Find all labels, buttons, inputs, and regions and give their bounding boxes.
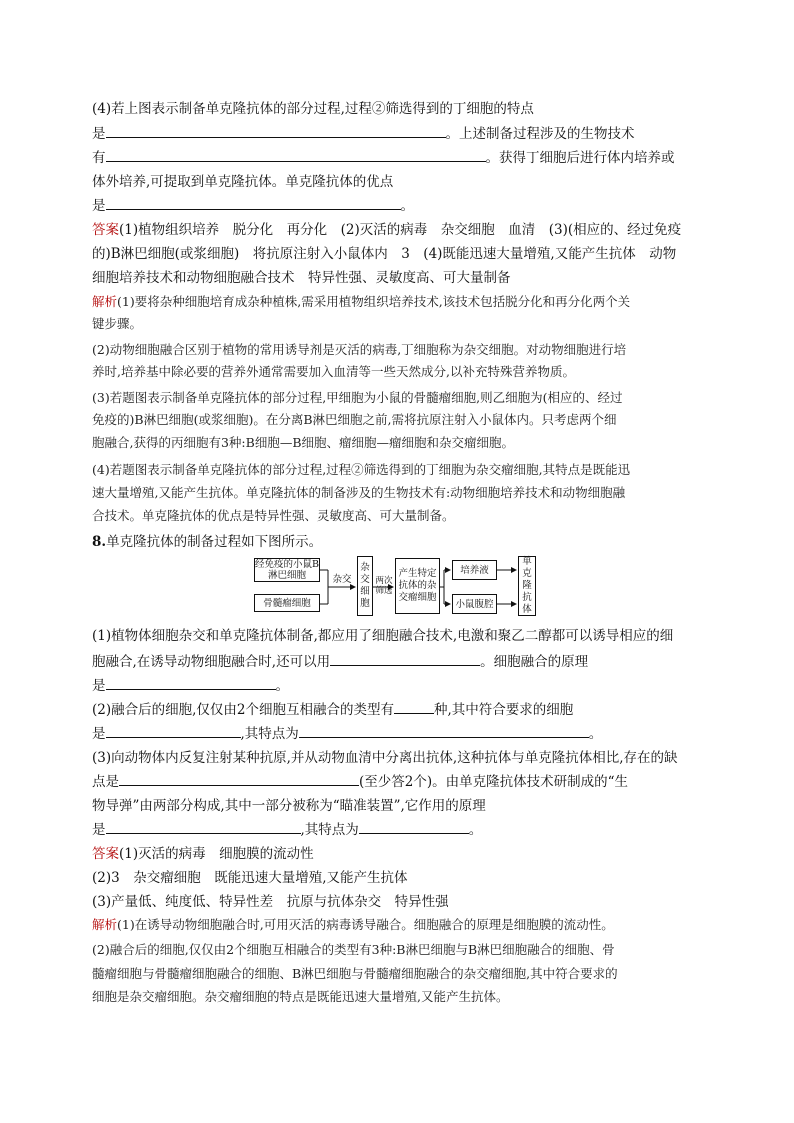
answer-blank[interactable] — [106, 123, 446, 138]
q8-part1-line1: (1)植物体细胞杂交和单克隆抗体制备,都应用了细胞融合技术,电激和聚乙二醇都可以诱导相应的细 — [92, 628, 674, 644]
fuse-label: 杂交 — [332, 574, 352, 585]
answer-8-line1: 答案(1)灭活的病毒 细胞膜的流动性 — [92, 846, 314, 862]
explanation-tag: 解析 — [92, 917, 118, 932]
q8-part3-line4: 是 ,其特点为 。 — [92, 819, 482, 841]
explanation-tag: 解析 — [92, 294, 118, 309]
q8-part1-line2: 胞融合,在诱导动物细胞融合时,还可以用 。细胞融合的原理 — [92, 651, 588, 673]
explanation-7-line6: 免疫的)B淋巴细胞(或浆细胞)。在分离B淋巴细胞之前,需将抗原注射入小鼠体内。只考虑两个细 — [92, 412, 617, 427]
answer-blank[interactable] — [299, 723, 589, 738]
answer-7-line3: 细胞培养技术和动物细胞融合技术 特异性强、灵敏度高、可大量制备 — [92, 270, 511, 286]
explanation-7-line3: (2)动物细胞融合区别于植物的常用诱导剂是灭活的病毒,丁细胞称为杂交细胞。对动物细胞进行培 — [92, 342, 627, 357]
q7-part4-line3: 有 。获得丁细胞后进行体内培养或 — [92, 147, 675, 169]
answer-8-line3: (3)产量低、纯度低、特异性差 抗原与抗体杂交 特异性强 — [92, 894, 449, 910]
explanation-7-line9: 速大量增殖,又能产生抗体。单克隆抗体的制备涉及的生物技术有:动物细胞培养技术和动物细胞融 — [92, 485, 626, 500]
q8-part2-line1: (2)融合后的细胞,仅仅由2个细胞互相融合的类型有 种,其中符合要求的细胞 — [92, 699, 573, 721]
q7-part4-line1: (4)若上图表示制备单克隆抗体的部分过程,过程②筛选得到的丁细胞的特点 — [92, 101, 534, 117]
q8-part1-line3: 是 。 — [92, 675, 289, 697]
hybrid-cell-box: 杂交细胞 — [357, 556, 373, 616]
answer-blank[interactable] — [106, 675, 276, 690]
answer-blank[interactable] — [106, 819, 301, 834]
explanation-7-line7: 胞融合,获得的丙细胞有3种:B细胞—B细胞、瘤细胞—瘤细胞和杂交瘤细胞。 — [92, 435, 515, 450]
explanation-8-line3: 髓瘤细胞与骨髓瘤细胞融合的细胞、B淋巴细胞与骨髓瘤细胞融合的杂交瘤细胞,其中符合要求的 — [92, 966, 618, 981]
q8-title: 8.单克隆抗体的制备过程如下图所示。 — [92, 534, 323, 550]
q8-part2-line2: 是 ,其特点为 。 — [92, 723, 602, 745]
explanation-8-line4: 细胞是杂交瘤细胞。杂交瘤细胞的特点是既能迅速大量增殖,又能产生抗体。 — [92, 989, 509, 1004]
answer-blank[interactable] — [330, 651, 480, 666]
answer-blank[interactable] — [394, 699, 434, 714]
explanation-7-line2: 键步骤。 — [92, 316, 143, 331]
screen-label: 两次筛选 — [375, 576, 393, 596]
q8-part3-line1: (3)向动物体内反复注射某种抗原,并从动物血清中分离出抗体,这种抗体与单克隆抗体相比,存在的缺 — [92, 750, 678, 766]
answer-7-line2: 的)B淋巴细胞(或浆细胞) 将抗原注射入小鼠体内 3 (4)既能迅速大量增殖,又能产生抗体 动物 — [92, 246, 677, 262]
explanation-7-line8: (4)若题图表示制备单克隆抗体的部分过程,过程②筛选得到的丁细胞为杂交瘤细胞,其特点是既能迅 — [92, 462, 631, 477]
answer-8-line2: (2)3 杂交瘤细胞 既能迅速大量增殖,又能产生抗体 — [92, 870, 408, 886]
q7-part4-line4: 体外培养,可提取到单克隆抗体。单克隆抗体的优点 — [92, 174, 394, 190]
answer-tag: 答案 — [92, 222, 119, 238]
answer-tag: 答案 — [92, 846, 119, 862]
monoclonal-antibody-box: 单克隆抗体 — [518, 556, 536, 616]
answer-7-line1: 答案(1)植物组织培养 脱分化 再分化 (2)灭活的病毒 杂交细胞 血清 (3)(相应的、经过免疫 — [92, 222, 682, 238]
flow-diagram — [254, 556, 544, 620]
q7-part4-line5: 是 。 — [92, 195, 414, 217]
explanation-8-line1: 解析(1)在诱导动物细胞融合时,可用灭活的病毒诱导融合。细胞融合的原理是细胞膜的流动性。 — [92, 917, 614, 932]
answer-blank[interactable] — [359, 819, 469, 834]
explanation-8-line2: (2)融合后的细胞,仅仅由2个细胞互相融合的类型有3种:B淋巴细胞与B淋巴细胞融合的细胞、骨 — [92, 942, 615, 957]
answer-blank[interactable] — [106, 195, 401, 210]
myeloma-cell-box: 骨髓瘤细胞 — [254, 594, 320, 612]
q8-part3-line3: 物导弹”由两部分构成,其中一部分被称为“瞄准装置”,它作用的原理 — [92, 798, 486, 814]
specific-hybridoma-box: 产生特定抗体的杂交瘤细胞 — [395, 558, 440, 614]
answer-blank[interactable] — [119, 771, 359, 786]
answer-blank[interactable] — [106, 147, 486, 162]
explanation-7-line5: (3)若题图表示制备单克隆抗体的部分过程,甲细胞为小鼠的骨髓瘤细胞,则乙细胞为(相应的、经过 — [92, 390, 623, 405]
q7-part4-line2: 是 。上述制备过程涉及的生物技术 — [92, 123, 635, 145]
explanation-7-line4: 养时,培养基中除必要的营养外通常需要加入血清等一些天然成分,以补充特殊营养物质。 — [92, 364, 575, 379]
q8-part3-line2: 点是 (至少答2个)。由单克隆抗体技术研制成的“生 — [92, 771, 628, 793]
culture-medium-box: 培养液 — [452, 560, 497, 580]
explanation-7-line1: 解析(1)要将杂种细胞培育成杂种植株,需采用植物组织培养技术,该技术包括脱分化和再分化两个关 — [92, 294, 631, 309]
mouse-abdomen-box: 小鼠腹腔 — [452, 594, 497, 614]
explanation-7-line10: 合技术。单克隆抗体的优点是特异性强、灵敏度高、可大量制备。 — [92, 508, 455, 523]
answer-blank[interactable] — [106, 723, 241, 738]
immune-b-cell-box: 经免疫的小鼠B淋巴细胞 — [255, 559, 319, 581]
